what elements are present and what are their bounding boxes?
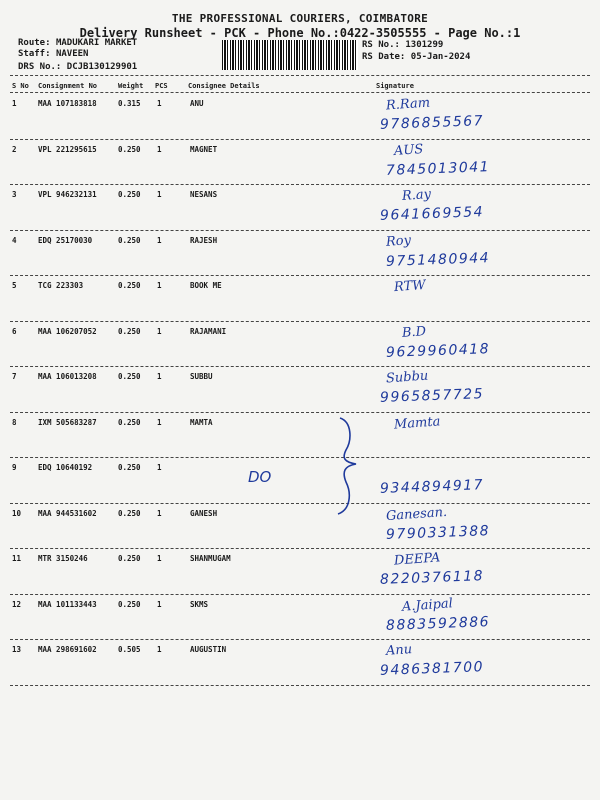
signature-cell [360, 95, 590, 139]
row-weight: 0.250 [118, 463, 141, 472]
row-sno: 13 [12, 645, 22, 654]
row-consignee: ANU [190, 99, 204, 108]
signature-cell [360, 323, 590, 367]
row-sno: 10 [12, 508, 22, 518]
row-weight: 0.315 [118, 99, 141, 108]
signature-name: Anu [385, 642, 413, 659]
drs-field [18, 62, 137, 72]
header-divider-top [10, 75, 590, 76]
row-weight: 0.250 [118, 281, 141, 290]
row-pcs: 1 [157, 235, 162, 245]
row-sno: 9 [12, 463, 17, 472]
row-consignment: MTR 3150246 [38, 554, 88, 563]
row-weight: 0.250 [118, 235, 141, 245]
signature-phone: 9344894917 [379, 477, 485, 497]
row-sno: 6 [12, 326, 17, 336]
signature-cell [360, 505, 590, 549]
row-sno: 2 [12, 144, 17, 154]
signature-phone: 9786855567 [379, 113, 485, 133]
row-sno: 5 [12, 281, 17, 290]
row-consignee: RAJESH [190, 235, 218, 245]
drs-value: DCJB130129901 [66, 62, 138, 72]
col-consignee: Consignee Details [188, 82, 260, 90]
signature-phone: 9641669554 [379, 204, 485, 224]
row-divider [10, 685, 590, 686]
signature-cell [360, 277, 590, 321]
signature-name: R.Ram [385, 95, 431, 114]
row-pcs: 1 [157, 190, 162, 199]
rs-date-value: 05-Jan-2024 [410, 52, 471, 62]
row-weight: 0.250 [118, 190, 141, 199]
row-divider [10, 321, 590, 322]
signature-phone: 9486381700 [379, 659, 485, 679]
row-weight: 0.250 [118, 372, 141, 381]
row-divider [10, 139, 590, 140]
signature-name: DEEPA [393, 550, 441, 569]
row-pcs: 1 [157, 144, 162, 154]
header-divider-bottom [10, 92, 590, 93]
row-pcs: 1 [157, 326, 162, 336]
row-pcs: 1 [157, 554, 162, 563]
signature-phone: 7845013041 [385, 158, 491, 179]
row-pcs: 1 [157, 463, 162, 472]
row-pcs: 1 [157, 99, 162, 108]
row-pcs: 1 [157, 417, 162, 427]
row-sno: 8 [12, 417, 17, 427]
rs-no-field [362, 40, 443, 50]
row-pcs: 1 [157, 372, 162, 381]
route-value: MADUKARI MARKET [55, 38, 138, 48]
row-consignment: EDQ 25170030 [38, 235, 93, 245]
row-weight: 0.250 [118, 599, 141, 609]
staff-field [18, 49, 88, 59]
col-sno: S No [12, 82, 29, 90]
signature-name: AUS [393, 141, 424, 159]
col-consignment: Consignment No [38, 82, 98, 90]
staff-value: NAVEEN [55, 49, 89, 59]
row-consignee: NESANS [190, 190, 218, 199]
row-sno: 1 [12, 99, 17, 108]
signature-cell [360, 368, 590, 412]
signature-cell [360, 414, 590, 458]
row-consignment: VPL 946232131 [38, 190, 97, 199]
row-weight: 0.250 [118, 144, 141, 154]
signature-name: RTW [393, 277, 427, 296]
row-sno: 12 [12, 599, 22, 609]
row-divider [10, 548, 590, 549]
signature-phone: 9629960418 [385, 340, 491, 361]
route-label: Route: [18, 38, 51, 48]
route-field [18, 38, 137, 48]
row-weight: 0.250 [118, 554, 141, 563]
row-sno: 7 [12, 372, 17, 381]
row-consignee: SUBBU [190, 372, 213, 381]
row-pcs: 1 [157, 645, 162, 654]
row-consignment: MAA 106013208 [38, 372, 97, 381]
col-pcs: PCS [155, 82, 168, 90]
signature-name: B.D [401, 323, 427, 341]
row-sno: 11 [12, 554, 22, 563]
staff-label: Staff: [18, 49, 51, 59]
row-divider [10, 639, 590, 640]
signature-cell [360, 459, 590, 503]
row-divider [10, 230, 590, 231]
rs-no-label: RS No.: [362, 40, 400, 50]
row-consignment: MAA 944531602 [38, 508, 97, 518]
col-weight: Weight [118, 82, 144, 90]
row-consignee: SKMS [190, 599, 209, 609]
row-consignee: SHANMUGAM [190, 554, 231, 563]
signature-phone: 8220376118 [379, 568, 485, 588]
row-divider [10, 594, 590, 595]
row-consignment: TCG 223303 [38, 281, 84, 290]
drs-label: DRS No.: [18, 62, 62, 72]
row-sno: 3 [12, 190, 17, 199]
row-pcs: 1 [157, 508, 162, 518]
row-consignment: MAA 298691602 [38, 645, 97, 654]
row-weight: 0.250 [118, 326, 141, 336]
signature-phone: 9751480944 [385, 249, 491, 270]
runsheet-subtitle: Delivery Runsheet - PCK - Phone No.:0422-3505555 - Page No.:1 [79, 26, 521, 40]
row-divider [10, 275, 590, 276]
row-pcs: 1 [157, 281, 162, 290]
signature-name: R.ay [401, 187, 432, 204]
col-signature: Signature [376, 82, 414, 90]
row-consignee: GANESH [190, 508, 218, 518]
signature-cell [360, 641, 590, 685]
brace-mark [338, 418, 356, 514]
signature-name: Ganesan. [385, 504, 448, 524]
row-consignment: IXM 505683287 [38, 417, 97, 427]
signature-phone: 9965857725 [379, 386, 485, 406]
signature-cell [360, 232, 590, 276]
row-sno: 4 [12, 235, 17, 245]
signature-name: Roy [385, 232, 412, 250]
signature-name: Subbu [385, 368, 429, 387]
row-consignment: EDQ 10640192 [38, 463, 93, 472]
rs-no-value: 1301299 [405, 40, 444, 50]
row-consignee: RAJAMANI [190, 326, 227, 336]
signature-cell [360, 550, 590, 594]
row-consignee: AUGUSTIN [190, 645, 227, 654]
ditto-brace-annotation [240, 410, 370, 520]
runsheet-title: THE PROFESSIONAL COURIERS, COIMBATORE [171, 12, 429, 25]
row-consignee: MAMTA [190, 417, 213, 427]
row-weight: 0.250 [118, 508, 141, 518]
signature-cell [360, 186, 590, 230]
rs-date-field [362, 52, 470, 62]
signature-phone: 8883592886 [385, 613, 491, 634]
signature-phone: 9790331388 [385, 522, 491, 543]
rs-date-label: RS Date: [362, 52, 406, 62]
row-consignment: VPL 221295615 [38, 144, 97, 154]
row-divider [10, 184, 590, 185]
barcode [222, 40, 358, 70]
row-consignee: MAGNET [190, 144, 218, 154]
row-weight: 0.250 [118, 417, 141, 427]
row-consignment: MAA 101133443 [38, 599, 97, 609]
row-consignee: BOOK ME [190, 281, 222, 290]
signature-name: A.Jaipal [401, 595, 454, 615]
row-divider [10, 366, 590, 367]
signature-cell [360, 141, 590, 185]
ditto-text: DO [248, 468, 272, 486]
signature-cell [360, 596, 590, 640]
row-pcs: 1 [157, 599, 162, 609]
row-consignment: MAA 107183818 [38, 99, 97, 108]
row-weight: 0.505 [118, 645, 141, 654]
signature-name: Mamta [393, 413, 441, 433]
row-consignment: MAA 106207052 [38, 326, 97, 336]
